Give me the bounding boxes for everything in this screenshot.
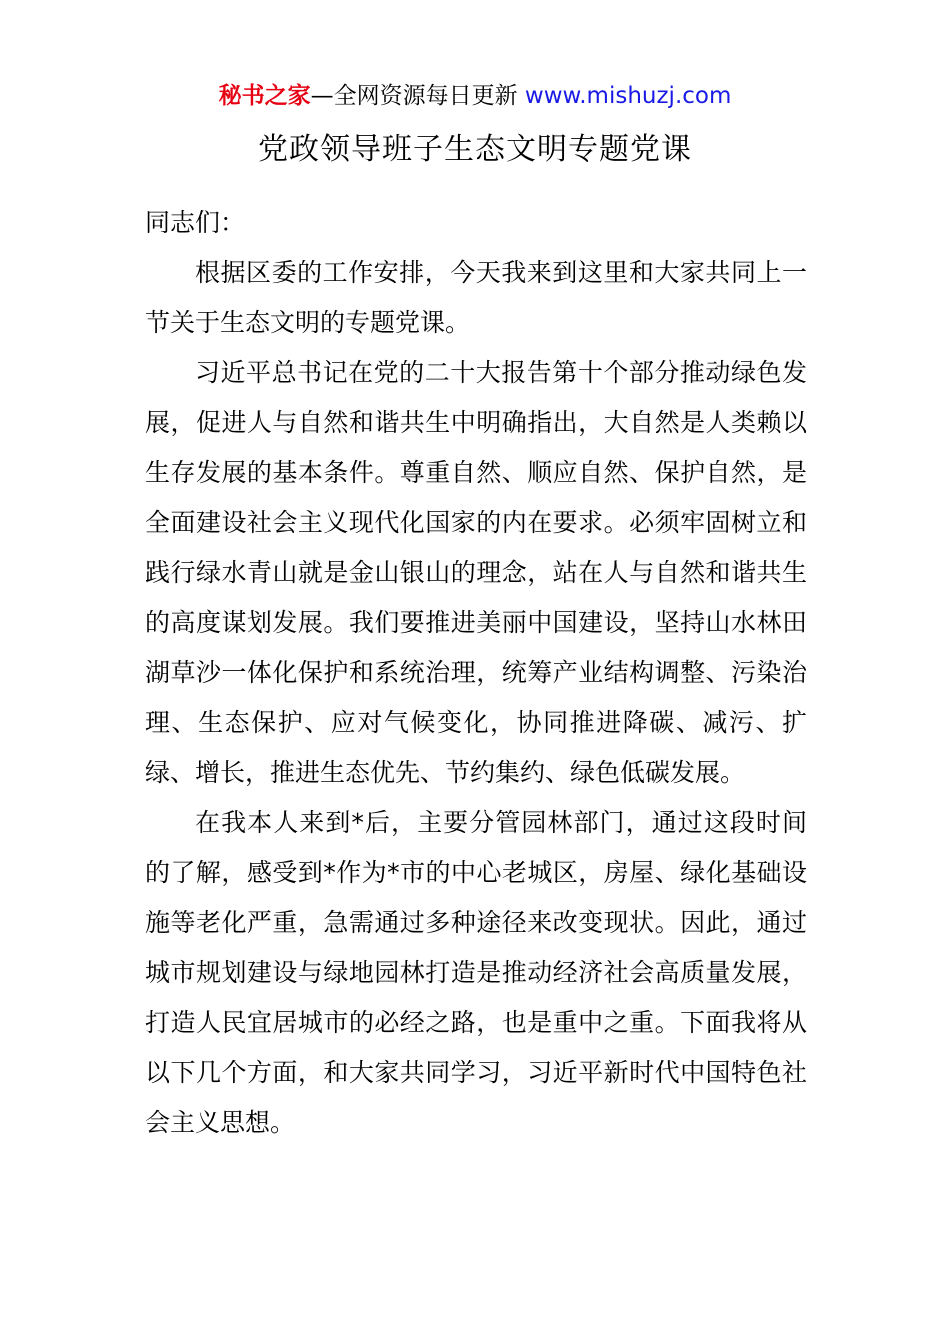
site-header: [0, 80, 950, 112]
salutation: 同志们：: [145, 208, 246, 237]
site-url-link[interactable]: www.mishuzj.com: [524, 83, 732, 109]
paragraph-intro: 根据区委的工作安排，今天我来到这里和大家共同上一节关于生态文明的专题党课。: [145, 258, 807, 337]
document-body: [145, 198, 807, 1148]
brand-name: 秘书之家: [218, 83, 311, 109]
paragraph-local-situation: 在我本人来到*后，主要分管园林部门，通过这段时间的了解，感受到*作为*市的中心老城区，房屋、绿化基础设施等老化严重，急需通过多种途径来改变现状。因此，通过城市规划建设与绿地园林打造是推动经济社会高质量发展，打造人民宜居城市的必经之路，也是重中之重。下面我将从以下几个方面，和大家共同学习，习近平新时代中国特色社会主义思想。: [145, 808, 807, 1137]
paragraph-report-quote: 习近平总书记在党的二十大报告第十个部分推动绿色发展，促进人与自然和谐共生中明确指出，大自然是人类赖以生存发展的基本条件。尊重自然、顺应自然、保护自然，是全面建设社会主义现代化国家的内在要求。必须牢固树立和践行绿水青山就是金山银山的理念，站在人与自然和谐共生的高度谋划发展。我们要推进美丽中国建设，坚持山水林田湖草沙一体化保护和系统治理，统筹产业结构调整、污染治理、生态保护、应对气候变化，协同推进降碳、减污、扩绿、增长，推进生态优先、节约集约、绿色低碳发展。: [145, 358, 807, 787]
header-tagline: —全网资源每日更新: [310, 83, 525, 109]
document-title: 党政领导班子生态文明专题党课: [258, 132, 692, 167]
